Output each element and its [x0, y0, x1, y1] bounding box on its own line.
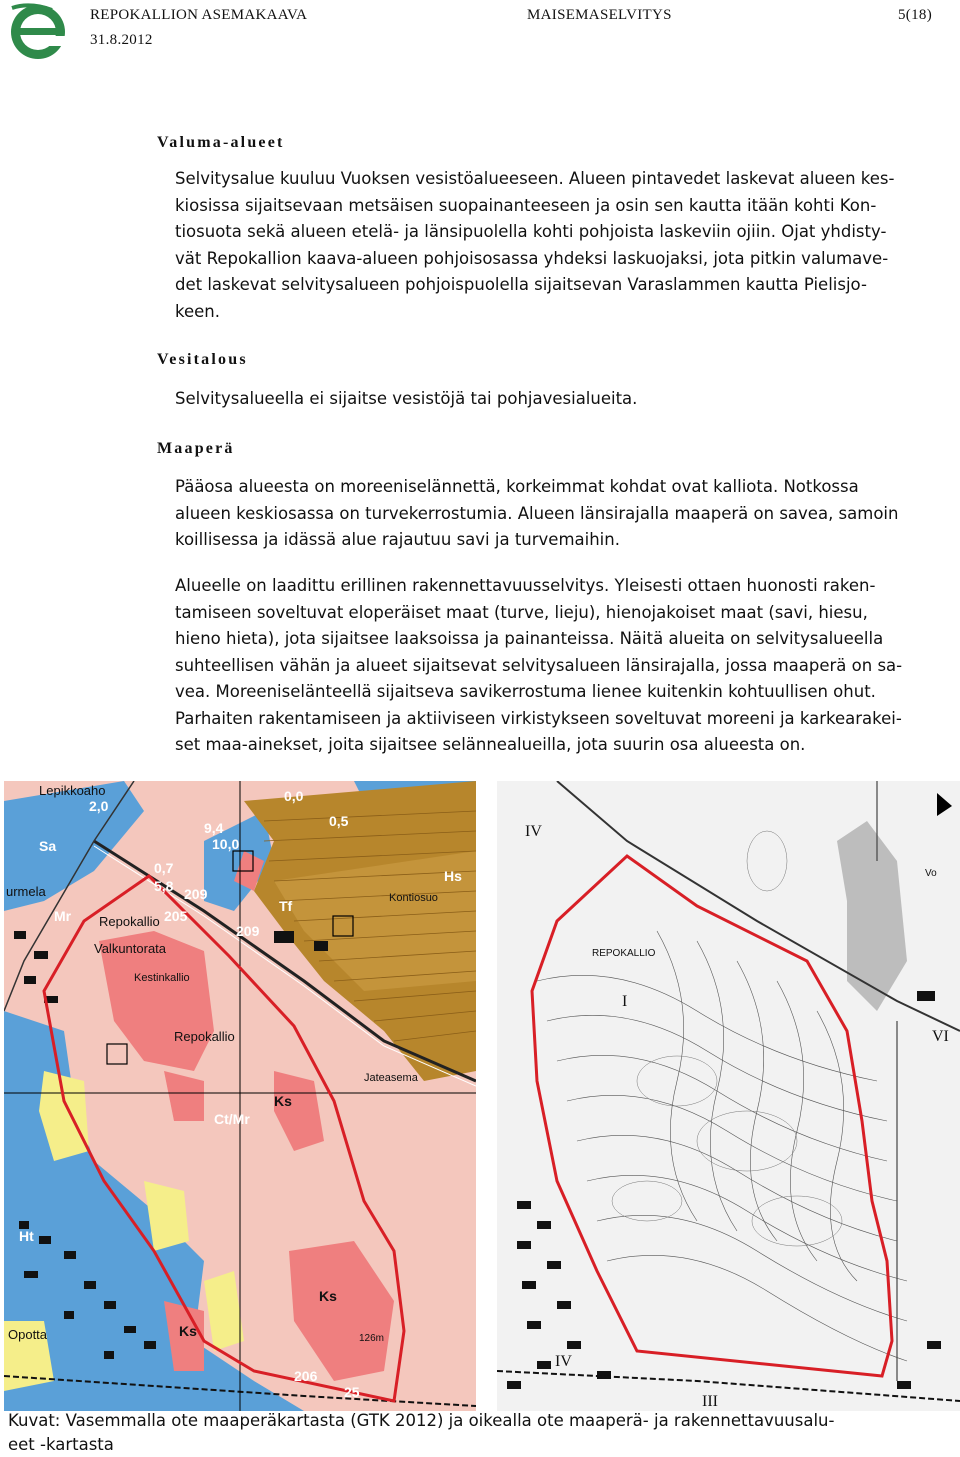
svg-text:Repokallio: Repokallio [174, 1029, 235, 1044]
svg-text:0,0: 0,0 [284, 788, 304, 804]
heading-maapera: Maaperä [157, 440, 235, 457]
svg-text:0,7: 0,7 [154, 860, 174, 876]
svg-text:209: 209 [236, 923, 260, 939]
paragraph-vesitalous: Selvitysalueella ei sijaitse vesistöjä tai pohjavesialueita. [175, 389, 638, 408]
svg-text:Tf: Tf [279, 898, 293, 914]
svg-text:urmela: urmela [6, 884, 46, 899]
svg-text:5,8: 5,8 [154, 878, 174, 894]
svg-text:REPOKALLIO: REPOKALLIO [592, 948, 656, 959]
svg-text:Repokallio: Repokallio [99, 914, 160, 929]
svg-text:209: 209 [184, 886, 208, 902]
svg-text:206: 206 [294, 1368, 318, 1384]
svg-text:IV: IV [525, 823, 542, 840]
company-logo-icon [0, 0, 80, 60]
svg-text:IV: IV [555, 1353, 572, 1370]
svg-text:Ct/Mr: Ct/Mr [214, 1111, 250, 1127]
svg-text:10,0: 10,0 [212, 836, 240, 852]
svg-text:2,0: 2,0 [89, 798, 109, 814]
svg-text:VI: VI [932, 1028, 949, 1045]
svg-text:I: I [622, 993, 628, 1010]
svg-text:Mr: Mr [54, 908, 72, 924]
svg-text:Hs: Hs [444, 868, 462, 884]
svg-text:Jateasema: Jateasema [364, 1072, 418, 1084]
svg-text:III: III [702, 1393, 718, 1410]
svg-text:Ht: Ht [19, 1228, 34, 1244]
heading-vesitalous: Vesitalous [157, 351, 248, 368]
paragraph-valuma-alueet: Selvitysalue kuuluu Vuoksen vesistöalueeseen. Alueen pintavedet laskevat alueen kes- kiosissa sijaitsevaan metsäisen suopainanteeseen ja osin sen kautta itään kohti Kon- tiosuota sekä alueen etelä- ja länsipuolella kohti pohjoista laskeviin ojiin. Ojat yhdisty- vät Repokallion kaava-alueen pohjoisosassa yhdeksi laskuojaksi, jota pitkin valumave- det laskevat selvitysalueen pohjoispuolella sijaitsevan Varaslammen kautta Pielisjo- keen. [175, 169, 895, 321]
svg-text:Lepikkoaho: Lepikkoaho [39, 783, 106, 798]
svg-text:Sa: Sa [39, 838, 57, 854]
section-title: MAISEMASELVITYS [527, 7, 672, 23]
document-title: REPOKALLION ASEMAKAAVA [90, 7, 308, 23]
paragraph-maapera-1: Pääosa alueesta on moreeniselännettä, korkeimmat kohdat ovat kalliota. Notkossa alueen keskiosassa on turvekerrostumia. Alueen länsirajalla maaperä on savea, samoin koillisessa ja idässä alue rajautuu savi ja turvemaihin. [175, 477, 899, 549]
paragraph-maapera-2: Alueelle on laadittu erillinen rakennettavuusselvitys. Yleisesti ottaen huonosti raken- tamiseen soveltuvat eloperäiset maat (turve, lieju), hienojakoiset maat (savi, hiesu, hieno hieta), jota sijaitsee laaksoissa ja painanteissa. Näitä alueita on selvitysalueella suhteellisen vähän ja alueet sijaitsevat selvitysalueen länsirajalla, jossa maaperä on sa- vea. Moreeniselänteellä sijaitseva savikerrostuma lienee kuitenkin kohtuullisen ohut. Parhaiten rakentamiseen ja aktiiviseen virkistykseen soveltuvat moreeni ja karkearakei- set maa-ainekset, joita sijaitsee selännealueilla, jota suurin osa alueesta on. [175, 576, 903, 754]
buildability-map-image [497, 781, 960, 1411]
svg-text:Valkuntorata: Valkuntorata [94, 941, 167, 956]
figure-caption: Kuvat: Vasemmalla ote maaperäkartasta (GTK 2012) ja oikealla ote maaperä- ja rakennettavuusalu- eet -kartasta [8, 1411, 835, 1454]
page-number: 5(18) [898, 7, 932, 23]
svg-text:Vo: Vo [925, 868, 937, 879]
svg-text:Kestinkallio: Kestinkallio [134, 972, 190, 984]
svg-text:0,5: 0,5 [329, 813, 349, 829]
svg-text:9,4: 9,4 [204, 820, 224, 836]
svg-text:205: 205 [164, 908, 188, 924]
svg-text:Ks: Ks [179, 1323, 197, 1339]
svg-text:126m: 126m [359, 1333, 385, 1344]
document-date: 31.8.2012 [90, 32, 153, 48]
svg-text:Kontiosuo: Kontiosuo [389, 892, 438, 904]
svg-text:25: 25 [344, 1384, 360, 1400]
svg-text:Opotta: Opotta [8, 1327, 48, 1342]
heading-valuma-alueet: Valuma-alueet [157, 134, 285, 151]
svg-text:Ks: Ks [274, 1093, 292, 1109]
soil-map-image [4, 781, 476, 1411]
svg-text:Ks: Ks [319, 1288, 337, 1304]
